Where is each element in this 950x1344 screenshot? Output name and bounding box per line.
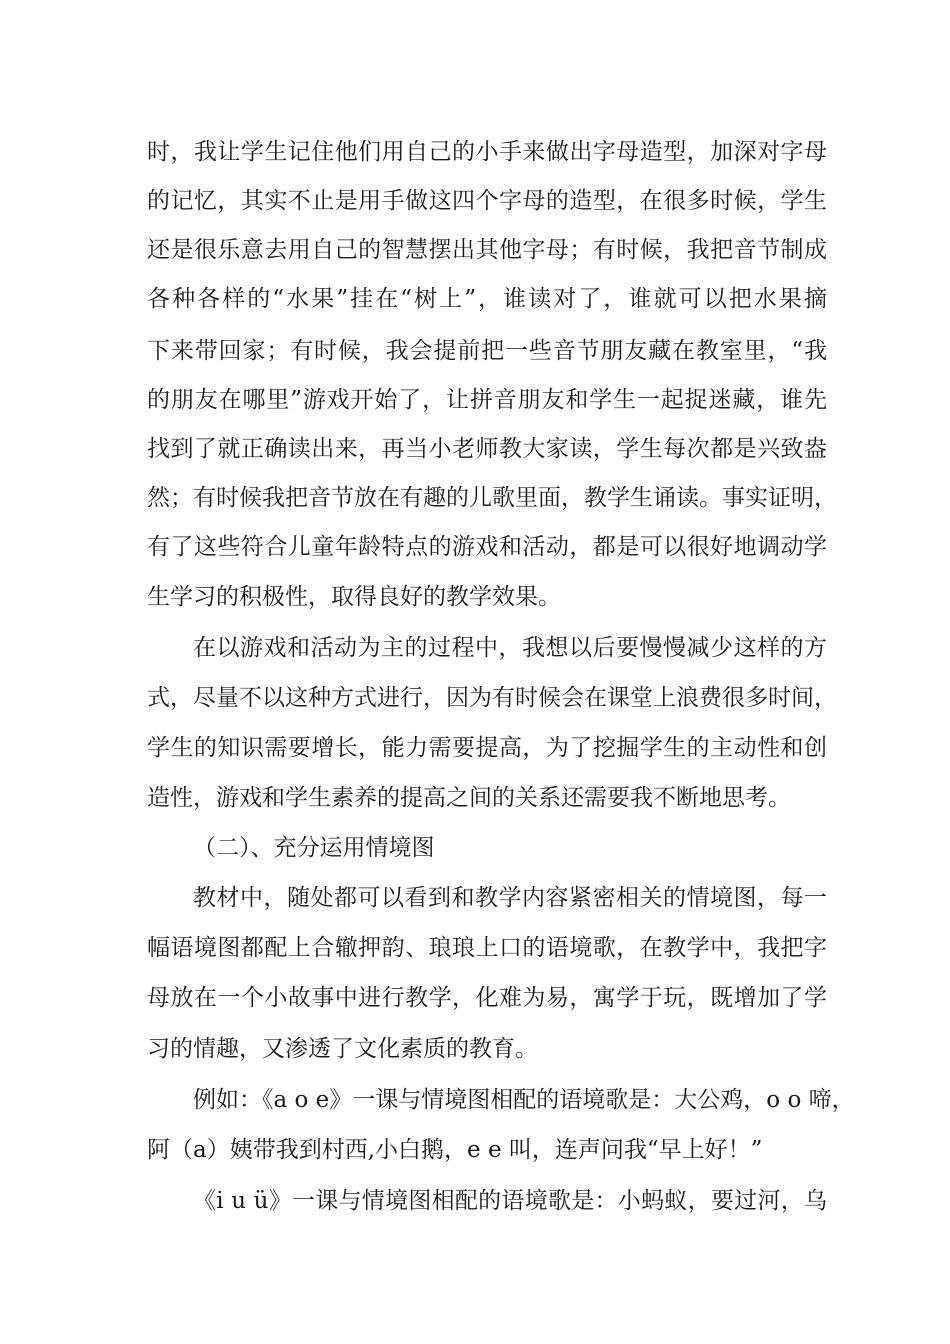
paragraph-line: 《i u ü》一课与情境图相配的语境歌是：小蚂蚁，要过河，乌 (193, 1188, 827, 1214)
paragraph-line: 找到了就正确读出来，再当小老师教大家读，学生每次都是兴致盎 (147, 436, 827, 462)
paragraph-line: 有了这些符合儿童年龄特点的游戏和活动，都是可以很好地调动学 (147, 534, 827, 560)
paragraph-line: 幅语境图都配上合辙押韵、琅琅上口的语境歌，在教学中，我把字 (147, 935, 827, 961)
paragraph-line: 下来带回家；有时候，我会提前把一些音节朋友藏在教室里，“我 (147, 338, 827, 364)
paragraph-line: 然；有时候我把音节放在有趣的儿歌里面，教学生诵读。事实证明， (147, 485, 837, 511)
paragraph-line: 生学习的积极性，取得良好的教学效果。 (147, 584, 561, 610)
paragraph-line: 造性，游戏和学生素养的提高之间的关系还需要我不断地思考。 (147, 785, 791, 811)
paragraph-line: 还是很乐意去用自己的智慧摆出其他字母；有时候，我把音节制成 (147, 237, 827, 263)
paragraph-line: 母放在一个小故事中进行教学，化难为易，寓学于玩，既增加了学 (147, 985, 827, 1011)
paragraph-line: 阿（a）姨带我到村西,小白鹅，e e 叫，连声问我“早上好！” (147, 1137, 763, 1163)
paragraph-line: 时，我让学生记住他们用自己的小手来做出字母造型，加深对字母 (147, 139, 827, 165)
paragraph-line: 在以游戏和活动为主的过程中，我想以后要慢慢减少这样的方 (193, 635, 827, 661)
paragraph-line: 教材中，随处都可以看到和教学内容紧密相关的情境图，每一 (193, 885, 827, 911)
paragraph-line: 各种各样的“水果”挂在“树上”，谁读对了，谁就可以把水果摘 (147, 286, 827, 312)
paragraph-line: 习的情趣，又渗透了文化素质的教育。 (147, 1036, 538, 1062)
paragraph-line: 的朋友在哪里”游戏开始了，让拼音朋友和学生一起捉迷藏，谁先 (147, 387, 827, 413)
paragraph-line: 式，尽量不以这种方式进行，因为有时候会在课堂上浪费很多时间， (147, 685, 837, 711)
paragraph-line: 学生的知识需要增长，能力需要提高，为了挖掘学生的主动性和创 (147, 735, 827, 761)
section-heading: （二）、充分运用情境图 (193, 835, 435, 861)
paragraph-line: 的记忆，其实不止是用手做这四个字母的造型，在很多时候，学生 (147, 188, 827, 214)
paragraph-line: 例如：《a o e》一课与情境图相配的语境歌是：大公鸡，o o 啼， (193, 1087, 855, 1113)
